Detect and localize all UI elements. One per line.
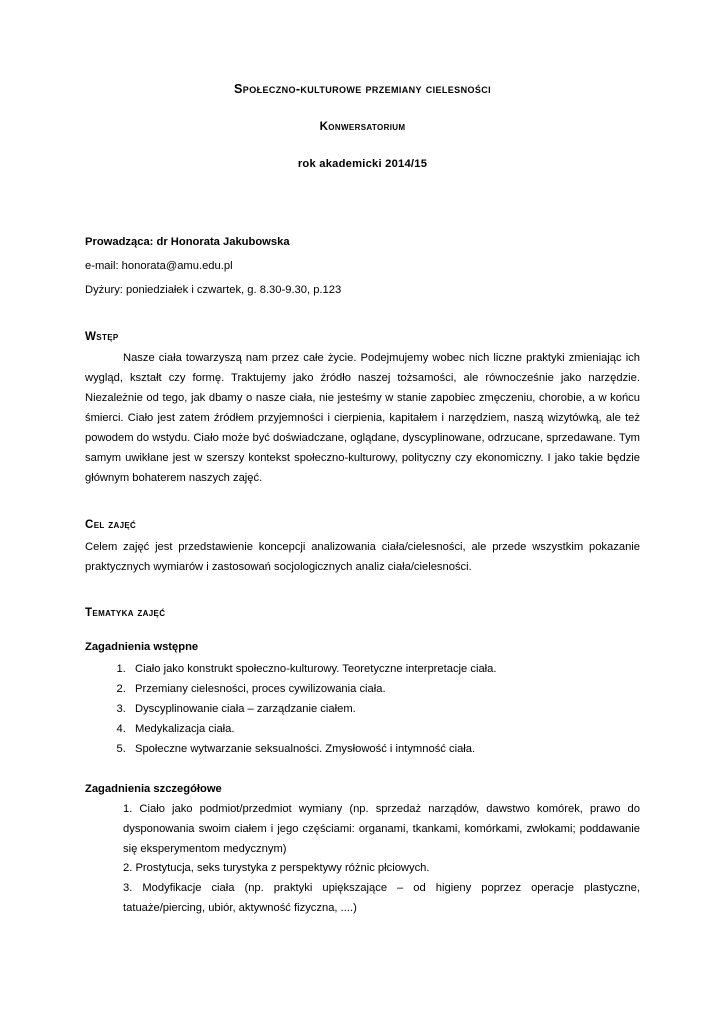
document-body [85,78,640,919]
office-hours-line: Dyżury: poniedziałek i czwartek, g. 8.30-9.30, p.123 [85,283,342,296]
document-header [85,78,640,175]
contact-block [85,233,640,301]
list-item: 1. Ciało jako konstrukt społeczno-kulturowy. Teoretyczne interpretacje ciała. [129,660,640,680]
instructor-line: Prowadząca: dr Honorata Jakubowska [85,235,290,248]
intro-heading: Wstęp [85,329,119,343]
goal-heading: Cel zajęć [85,517,137,531]
spacer [85,760,640,780]
list-item: 4. Medykalizacja ciała. [129,720,640,740]
email-line: e-mail: honorata@amu.edu.pl [85,259,233,272]
list-item: 1. Ciało jako podmiot/przedmiot wymiany (np. sprzedaż narządów, dawstwo komórek, prawo do dysponowania swoim ciałem i jego częściami: organami, tkankami, komórkami, zwłokami; poddawanie się eksperymentom medycznym) [123,802,640,855]
detailed-topics-list [85,800,640,920]
list-item: 3. Dyscyplinowanie ciała – zarządzanie ciałem. [129,700,640,720]
topics-heading: Tematyka zajęć [85,606,166,620]
basic-topics-list [85,660,640,760]
basic-topics-subheading: Zagadnienia wstępne [85,641,199,654]
detailed-topics-subheading: Zagadnienia szczegółowe [85,782,222,795]
list-item: 2. Przemiany cielesności, proces cywilizowania ciała. [129,680,640,700]
list-item: 3. Modyfikacje ciała (np. praktyki upiększające – od higieny poprzez operacje plastyczne, tatuaże/piercing, ubiór, aktywność fizyczna, ....) [123,882,640,915]
document-subtitle: Konwersatorium [319,120,406,134]
document-title: Społeczno-kulturowe przemiany cielesności [234,82,491,96]
spacer [85,626,640,638]
list-item: 2. Prostytucja, seks turystyka z perspektywy różnic płciowych. [123,862,430,875]
list-item: 5. Społeczne wytwarzanie seksualności. Zmysłowość i intymność ciała. [129,740,640,760]
goal-paragraph: Celem zajęć jest przedstawienie koncepcji analizowania ciała/cielesności, ale przede wszystkim pokazanie praktycznych wymiarów i zastosowań socjologicznych analiz ciała/cielesności. [85,540,640,573]
intro-paragraph: Nasze ciała towarzyszą nam przez całe życie. Podejmujemy wobec nich liczne praktyki zmieniając ich wygląd, kształt czy formę. Traktujemy jako źródło naszej tożsamości, ale równocześnie jako narzędzie. Niezależnie od tego, jak dbamy o nasze ciała, nie jesteśmy w stanie zapobiec zmęczeniu, chorobie, a w końcu śmierci. Ciało jest zatem źródłem przyjemności i cierpienia, kapitałem i narzędziem, naszą wizytówką, ale też powodem do wstydu. Ciało może być doświadczane, oglądane, dyscyplinowane, odrzucane, sprzedawane. Tym samym uwikłane jest w szerszy kontekst społeczno-kulturowy, polityczny czy ekonomiczny. I jako takie będzie głównym bohaterem naszych zajęć. [85,352,640,485]
document-academic-year: rok akademicki 2014/15 [297,158,428,171]
